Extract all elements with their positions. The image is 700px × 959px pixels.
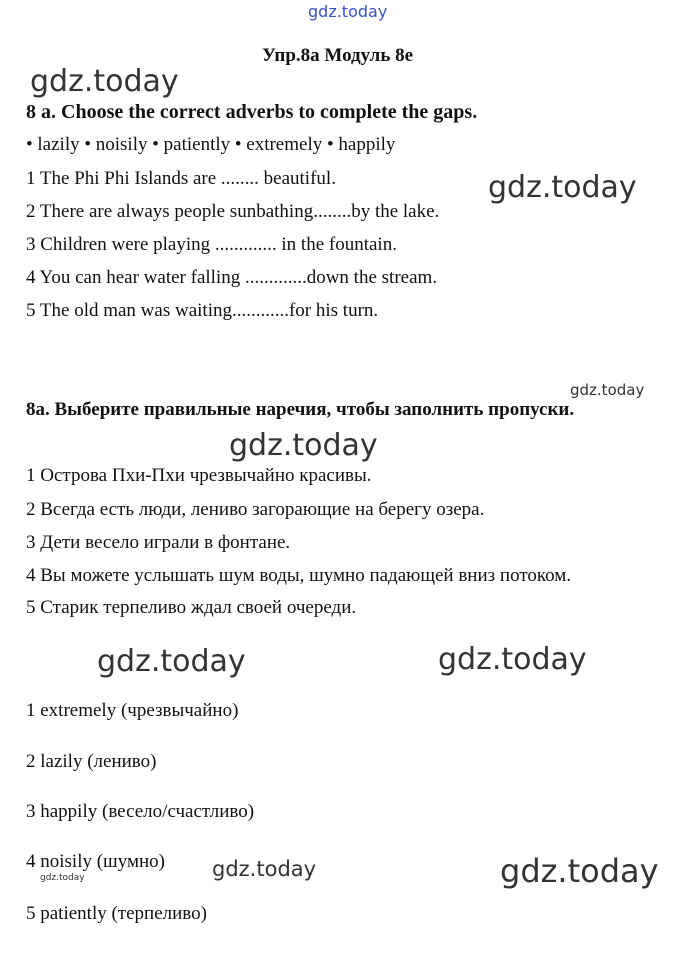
exercise-item-ru: 1 Острова Пхи-Пхи чрезвычайно красивы.: [26, 465, 372, 486]
exercise-item-en: 4 You can hear water falling .............down the stream.: [26, 267, 438, 288]
watermark: gdz.today: [97, 644, 246, 679]
page-title: Упр.8а Модуль 8е: [262, 45, 414, 66]
exercise-item-en: 3 Children were playing ............. in the fountain.: [26, 234, 397, 255]
exercise-heading-en: 8 a. Choose the correct adverbs to complete the gaps.: [26, 101, 478, 123]
exercise-item-ru: 4 Вы можете услышать шум воды, шумно падающей вниз потоком.: [26, 565, 572, 586]
watermark: gdz.today: [30, 64, 179, 99]
answer-item: 3 happily (весело/счастливо): [26, 801, 255, 822]
answer-item: 2 lazily (лениво): [26, 751, 157, 772]
watermark: gdz.today: [570, 381, 645, 399]
answer-item: 1 extremely (чрезвычайно): [26, 700, 239, 721]
watermark: gdz.today: [488, 170, 637, 205]
exercise-item-en: 1 The Phi Phi Islands are ........ beautiful.: [26, 168, 336, 189]
exercise-item-ru: 2 Всегда есть люди, лениво загорающие на берегу озера.: [26, 499, 485, 520]
exercise-heading-ru: 8а. Выберите правильные наречия, чтобы заполнить пропуски.: [26, 399, 575, 420]
exercise-item-en: 5 The old man was waiting............for his turn.: [26, 300, 379, 321]
exercise-item-ru: 3 Дети весело играли в фонтане.: [26, 532, 291, 553]
exercise-item-en: 2 There are always people sunbathing........by the lake.: [26, 201, 440, 222]
watermark: gdz.today: [500, 852, 659, 890]
watermark: gdz.today: [308, 2, 388, 21]
watermark: gdz.today: [40, 873, 85, 883]
answer-item: 4 noisily (шумно): [26, 851, 165, 872]
watermark: gdz.today: [229, 428, 378, 463]
answer-item: 5 patiently (терпеливо): [26, 903, 207, 924]
word-bank: • lazily • noisily • patiently • extremely • happily: [26, 134, 396, 155]
watermark: gdz.today: [212, 857, 317, 881]
watermark: gdz.today: [438, 642, 587, 677]
exercise-item-ru: 5 Старик терпеливо ждал своей очереди.: [26, 597, 357, 618]
